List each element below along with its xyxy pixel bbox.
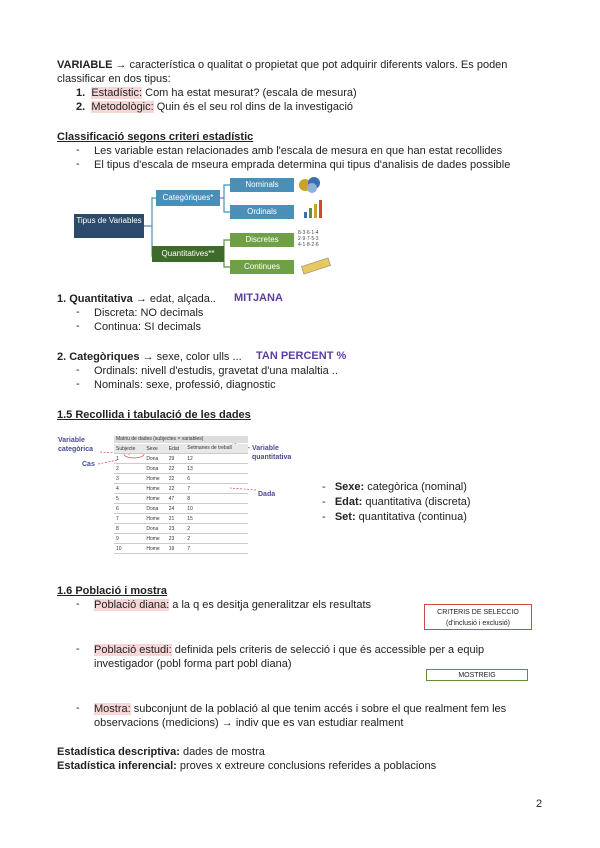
table-cell: 8	[114, 524, 144, 534]
table-cell: 2	[185, 524, 248, 534]
section16-heading: 1.6 Població i mostra	[57, 585, 168, 597]
table-cell: 4	[114, 484, 144, 494]
data-table	[114, 444, 248, 554]
categ-tag: TAN PERCENT %	[256, 350, 347, 362]
table-header: Setmanes de treball	[185, 444, 248, 454]
quant-tag: MITJANA	[234, 292, 283, 304]
population-diana: Població diana: a la q es desitja generalitzar els resultats	[94, 599, 372, 611]
intro-item-2: 2. Metodològic: Quin és el seu rol dins de la investigació	[76, 101, 354, 113]
inf-stat: Estadística inferencial: proves x extreure conclusions referides a poblacions	[57, 760, 437, 772]
table-row	[114, 464, 248, 474]
table-cell: 19	[167, 544, 185, 554]
pie-icon	[296, 174, 326, 194]
classif-bullet-2: El tipus d'escala de mseura emprada determina qui tipus d'analisis de dades possible	[94, 159, 511, 171]
table-cell: Home	[144, 484, 166, 494]
population-estudi-line-2: investigador (pobl forma part pobl diana)	[94, 658, 292, 670]
diagram-root: Tipus de Variables	[74, 214, 144, 238]
annotation-cas: Cas	[82, 461, 95, 468]
annotation-var-cat: Variable categòrica	[58, 437, 94, 453]
quant-title: 1. Quantitativa → edat, alçada..	[57, 293, 216, 305]
table-cell: Dona	[144, 454, 166, 464]
table-cell: 22	[167, 474, 185, 484]
diagram-nominals: Nominals	[230, 178, 294, 192]
table-row	[114, 474, 248, 484]
diagram-discretes: Discretes	[230, 233, 294, 247]
section15-list	[322, 480, 471, 525]
page-number: 2	[536, 798, 543, 810]
table-cell: Home	[144, 534, 166, 544]
list-item: - Sexe: categòrica (nominal)	[322, 481, 467, 493]
table-cell: 10	[114, 544, 144, 554]
table-row	[114, 514, 248, 524]
table-cell: 6	[185, 474, 248, 484]
mostra-line-2: observacions (medicions) → indiv que es van estudiar realment	[94, 717, 404, 729]
criteria-box: CRITERIS DE SELECCIO (d'inclusió i exclusió)	[424, 604, 532, 630]
population-estudi: Població estudi: definida pels criteris de selecció i que és accessible per a equip	[94, 644, 485, 656]
classif-bullet-1: Les variable estan relacionades amb l'escala de mesura en que han estat recollides	[94, 145, 503, 157]
diagram-categoriques: Categòriques*	[156, 190, 220, 206]
table-cell: Home	[144, 474, 166, 484]
table-cell: 9	[114, 534, 144, 544]
table-cell: 2	[185, 534, 248, 544]
categ-title: 2. Categòriques → sexe, color ulls ...	[57, 351, 242, 363]
table-header: Edat	[167, 444, 185, 454]
table-row	[114, 454, 248, 464]
table-cell: 7	[185, 484, 248, 494]
table-cell: Home	[144, 514, 166, 524]
table-cell: Dona	[144, 464, 166, 474]
categ-bullet-1: Ordinals: nivell d'estudis, gravetat d'una malaltia ..	[94, 365, 338, 377]
table-cell: 47	[167, 494, 185, 504]
table-cell: 10	[185, 504, 248, 514]
intro-item-1: 1. Estadístic: Com ha estat mesurat? (escala de mesura)	[76, 87, 357, 99]
table-cell: 3	[114, 474, 144, 484]
table-caption: Matriu de dades (subjectes × variables)	[114, 436, 248, 443]
table-cell: 7	[114, 514, 144, 524]
table-row	[114, 534, 248, 544]
table-cell: 29	[167, 454, 185, 464]
list-item: - Set: quantitativa (continua)	[322, 511, 467, 523]
bar-chart-icon	[302, 198, 326, 220]
table-header: Subjecte	[114, 444, 144, 454]
numbers-icon: 8·3·6·1·4 2·9·7·5·3 4·1·8·2·6	[298, 230, 319, 248]
table-cell: 22	[167, 484, 185, 494]
mostra: Mostra: subconjunt de la població al que tenim accés i sobre el que realment fem les	[94, 703, 507, 715]
table-cell: 13	[185, 464, 248, 474]
table-cell: Dona	[144, 524, 166, 534]
diagram-continues: Continues	[230, 260, 294, 274]
list-item: - Edat: quantitativa (discreta)	[322, 496, 471, 508]
ruler-icon	[300, 256, 332, 276]
table-row	[114, 484, 248, 494]
quant-bullet-1: Discreta: NO decimals	[94, 307, 204, 319]
table-row	[114, 524, 248, 534]
table-cell: 21	[167, 514, 185, 524]
table-row	[114, 494, 248, 504]
desc-stat: Estadística descriptiva: dades de mostra	[57, 746, 265, 758]
annotation-dada: Dada	[258, 491, 276, 498]
variable-word: VARIABLE	[57, 59, 113, 71]
annotation-var-quant: Variable quantitativa	[252, 445, 292, 461]
intro-line-2: classificar en dos tipus:	[57, 73, 171, 85]
diagram-ordinals: Ordinals	[230, 205, 294, 219]
table-cell: 12	[185, 454, 248, 464]
table-cell: 23	[167, 524, 185, 534]
classif-heading: Classificació segons criteri estadístic	[57, 131, 254, 143]
table-row	[114, 504, 248, 514]
table-cell: 23	[167, 534, 185, 544]
table-cell: 5	[114, 494, 144, 504]
table-header: Sexe	[144, 444, 166, 454]
table-cell: 6	[114, 504, 144, 514]
diagram-quantitatives: Quantitatives**	[152, 246, 224, 262]
table-cell: 22	[167, 464, 185, 474]
table-cell: Home	[144, 544, 166, 554]
table-cell: 24	[167, 504, 185, 514]
section15-heading: 1.5 Recollida i tabulació de les dades	[57, 409, 251, 421]
mostreig-box: MOSTREIG	[426, 669, 528, 681]
quant-bullet-2: Continua: SI decimals	[94, 321, 201, 333]
table-cell: Home	[144, 494, 166, 504]
table-cell: 7	[185, 544, 248, 554]
table-cell: 2	[114, 464, 144, 474]
table-cell: 8	[185, 494, 248, 504]
categ-bullet-2: Nominals: sexe, professió, diagnostic	[94, 379, 276, 391]
intro-line-1: VARIABLE → característica o qualitat o propietat que pot adquirir diferents valors. Es poden	[57, 59, 508, 71]
table-cell: 15	[185, 514, 248, 524]
table-cell: Dona	[144, 504, 166, 514]
table-cell: 1	[114, 454, 144, 464]
table-row	[114, 544, 248, 554]
